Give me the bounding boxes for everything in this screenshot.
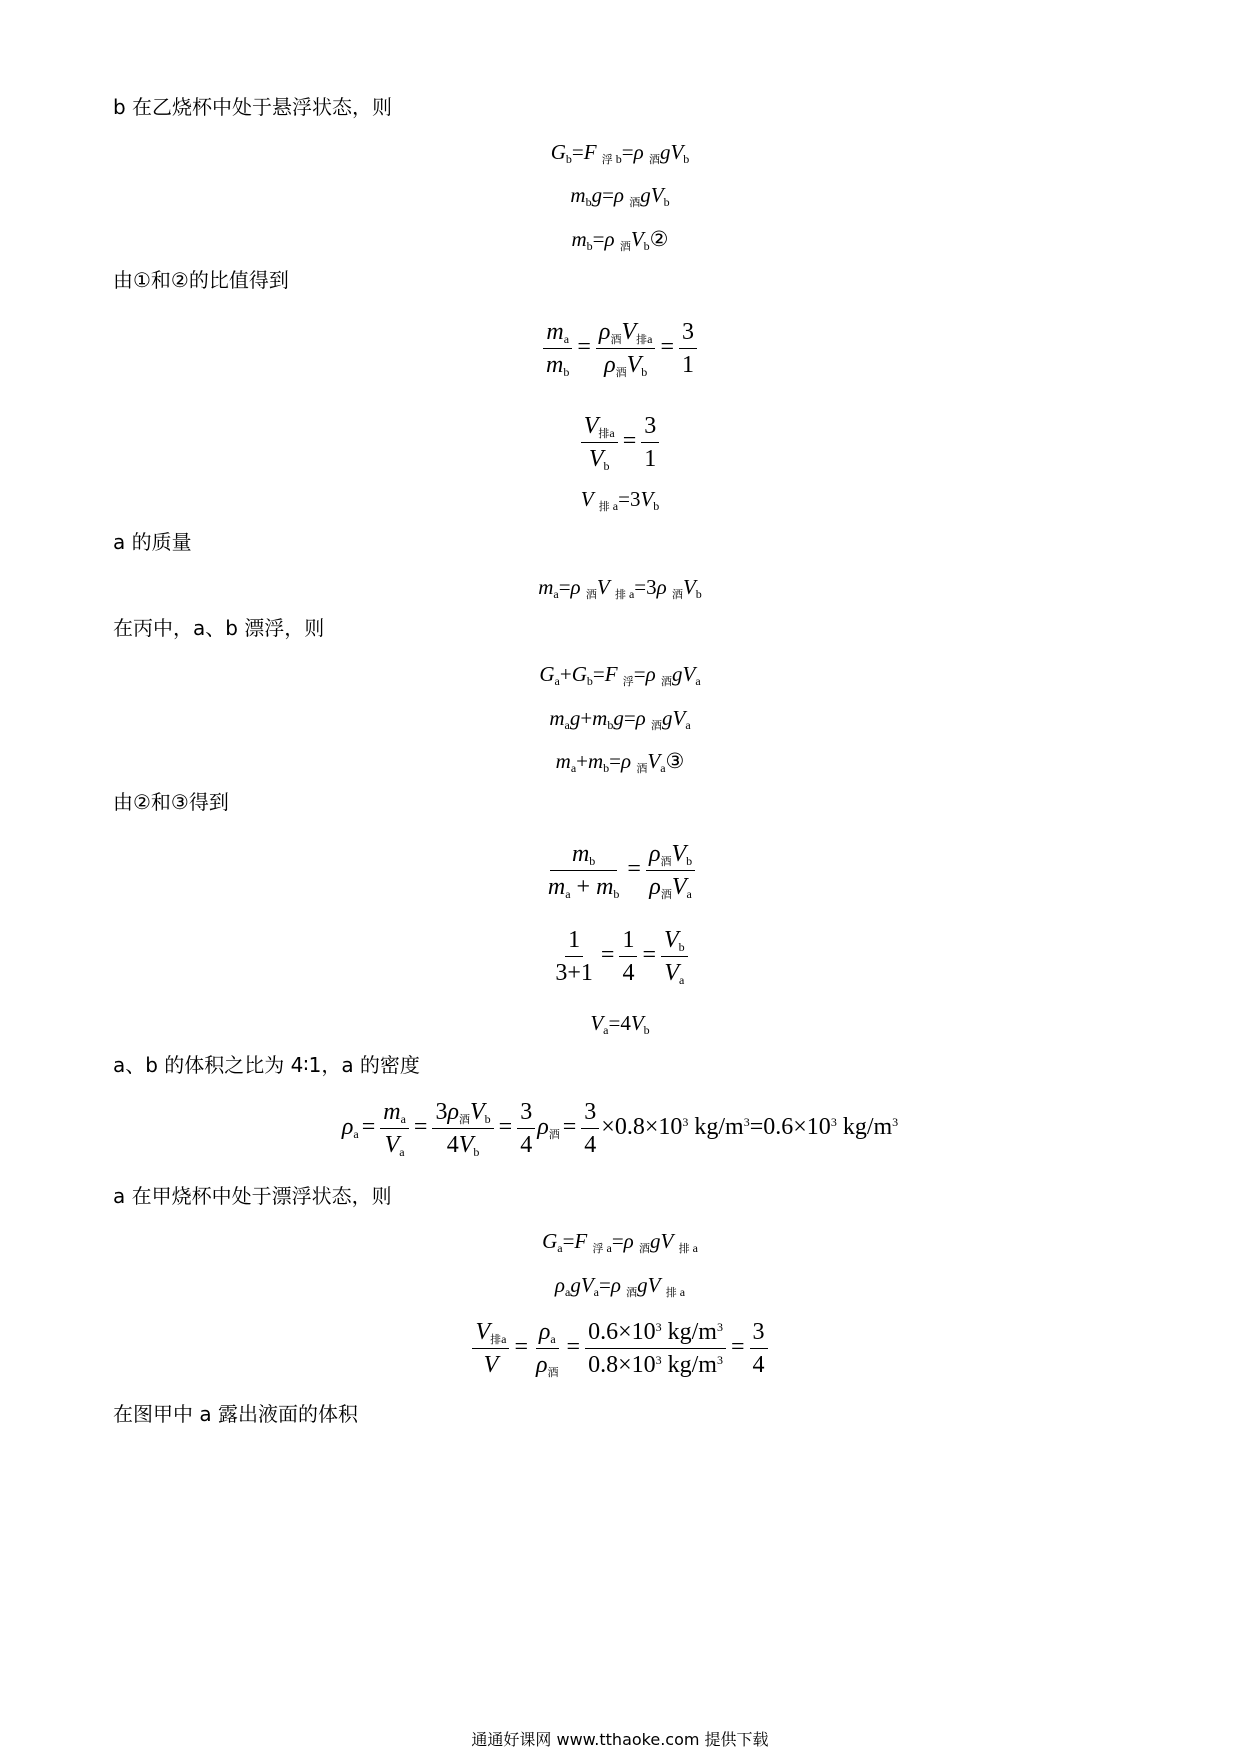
label-pai: 排 bbox=[598, 427, 610, 440]
equation-mag-mbg: $m_ag+m_bg=\rho$ $_酒gV_a$ bbox=[549, 706, 691, 732]
unit: kg/m bbox=[661, 1352, 717, 1378]
exponent: 3 bbox=[830, 1115, 837, 1130]
eq-4: =4 bbox=[608, 1011, 631, 1035]
exponent: 3 bbox=[743, 1115, 750, 1130]
label-jiu: 酒 bbox=[458, 1113, 470, 1126]
label-jiu: 酒 bbox=[548, 1128, 560, 1142]
equation-ma-mb-ratio: $\frac{m_a}{m_b}$ = $\frac{\rho_酒V_{排a}}{\rho_酒V_b}$ = $\frac{3}{1}$ bbox=[0, 318, 1240, 379]
equation-rho-a-g: $\rho_agV_a=\rho$ $_酒$gV $_{排 a}$ bbox=[554, 1273, 686, 1299]
label-pai: 排 bbox=[678, 1242, 690, 1255]
equation-vpai-3vb: V $_{排 a}=3V_b$ bbox=[580, 487, 660, 513]
paragraph-ratio: 由①和②的比值得到 bbox=[113, 268, 289, 292]
equation-mb: $m_b=\rho$ $_酒V_b②$ bbox=[571, 227, 669, 253]
label-pai: 排 bbox=[490, 1333, 502, 1346]
unit: kg/m bbox=[836, 1114, 893, 1141]
equation-va-4vb: $V_a=4V_b$ bbox=[590, 1011, 650, 1037]
paragraph-exposed-volume: 在图甲中 a 露出液面的体积 bbox=[113, 1402, 358, 1426]
label-pai: 排 bbox=[598, 500, 610, 513]
fraction-numerator: 3 bbox=[517, 1098, 535, 1129]
fraction-numerator: 3 bbox=[581, 1098, 599, 1129]
paragraph-volume-ratio: a、b 的体积之比为 4∶1，a 的密度 bbox=[113, 1053, 420, 1077]
coef-4: 4 bbox=[446, 1132, 459, 1158]
fraction-denominator: 1 bbox=[681, 352, 694, 378]
density-alcohol: 0.8×10 bbox=[614, 1114, 683, 1141]
label-jiu: 酒 bbox=[660, 888, 672, 901]
fraction-denominator: 4 bbox=[584, 1132, 597, 1158]
equation-gb: $G_b=F$ $_{浮 b}$=ρ $_酒gV_b$ bbox=[550, 140, 690, 166]
label-jiu: 酒 bbox=[636, 762, 648, 775]
exponent: 3 bbox=[716, 1320, 723, 1334]
label-jiu: 酒 bbox=[610, 333, 622, 346]
label-fu: 浮 bbox=[601, 153, 613, 166]
equation-ga-gb: $G_a+G_b=F$ $_浮$=ρ $_酒gV_a$ bbox=[539, 662, 701, 688]
paragraph-bing: 在丙中，a、b 漂浮，则 bbox=[113, 616, 325, 640]
exponent: 3 bbox=[682, 1115, 689, 1130]
fraction-numerator: 3 bbox=[679, 318, 697, 349]
exponent: 3 bbox=[892, 1115, 899, 1130]
exponent: 3 bbox=[716, 1353, 723, 1367]
equation-ga: $G_a=F$ $_{浮 a}$=ρ $_酒$gV $_{排 a}$ bbox=[542, 1229, 698, 1255]
equation-mbg: $m_bg=\rho$ $_酒gV_b$ bbox=[570, 183, 670, 209]
equation-mb-over-sum: $\frac{m_b}{m_a + m_b}$ = $\frac{\rho_酒V_b}{\rho_酒V_a}$ bbox=[0, 840, 1240, 901]
fraction-denominator: 4 bbox=[622, 960, 635, 986]
label-jiu: 酒 bbox=[626, 1286, 638, 1299]
fraction-numerator: 3 bbox=[641, 412, 659, 443]
eq-3: =3 bbox=[634, 575, 657, 599]
exponent: 3 bbox=[655, 1320, 662, 1334]
label-pai: 排 bbox=[665, 1286, 677, 1299]
density-alcohol: 0.8×10 bbox=[588, 1352, 656, 1378]
eq-3: =3 bbox=[618, 487, 641, 511]
label-fu: 浮 bbox=[622, 675, 634, 688]
label-jiu: 酒 bbox=[615, 366, 627, 379]
equation-rho-a: $\rho_a$ = $\frac{m_a}{V_a}$ = $\frac{3\rho_酒V_b}{4V_b}$ = $\frac{3}{4}$ $\rho_酒$ = $\frac{3}{4}$ $\times 0.8\times 10^3$ $kg/m^3=0.6\times 10^3$ $kg/m^3$ bbox=[341, 1099, 899, 1159]
label-pai: 排 bbox=[614, 588, 626, 601]
label-pai: 排 bbox=[636, 333, 648, 346]
equation-ma-mb: $m_a+m_b=\rho$ $_酒V_a③$ bbox=[555, 749, 685, 775]
paragraph-mass-a: a 的质量 bbox=[113, 530, 192, 554]
exponent: 3 bbox=[655, 1353, 662, 1367]
fraction-numerator: 1 bbox=[619, 926, 637, 957]
label-jiu: 酒 bbox=[648, 153, 660, 166]
label-jiu: 酒 bbox=[660, 855, 672, 868]
equation-ma: $m_a=\rho$ $_酒$V $_{排 a}$=3ρ $_酒V_b$ bbox=[538, 575, 702, 601]
label-jiu: 酒 bbox=[619, 240, 631, 253]
fraction-denominator: 4 bbox=[752, 1352, 765, 1378]
unit: kg/m bbox=[661, 1319, 717, 1345]
circled-3: ③ bbox=[665, 749, 685, 773]
label-jiu: 酒 bbox=[585, 588, 597, 601]
equation-one-quarter: $\frac{1}{3+1}$ = $\frac{1}{4}$ = $\frac{V_b}{V_a}$ bbox=[0, 926, 1240, 987]
fraction-numerator: 3 bbox=[750, 1318, 768, 1349]
fraction-denominator: 1 bbox=[644, 446, 657, 472]
unit: kg/m bbox=[688, 1114, 744, 1141]
equation-v-ratio: $\frac{V_{排a}}{V_b}$ = $\frac{3}{1}$ bbox=[0, 412, 1240, 473]
label-jiu: 酒 bbox=[651, 719, 663, 732]
label-fu: 浮 bbox=[592, 1242, 604, 1255]
label-jiu: 酒 bbox=[639, 1242, 651, 1255]
fraction-denominator: 3+1 bbox=[555, 960, 593, 986]
paragraph-b-suspended: b 在乙烧杯中处于悬浮状态，则 bbox=[113, 95, 393, 119]
coef-3: 3 bbox=[435, 1099, 448, 1125]
fraction-denominator: 4 bbox=[520, 1132, 533, 1158]
label-jiu: 酒 bbox=[547, 1366, 559, 1379]
paragraph-from-2-3: 由②和③得到 bbox=[113, 790, 229, 814]
label-jiu: 酒 bbox=[660, 675, 672, 688]
circled-2: ② bbox=[649, 227, 669, 251]
equation-v-pai-over-v: $\frac{V_{排a}}{V}$ = $\frac{\rho_a}{\rho_酒}$ = $\frac{0.6\times 10^3 kg/m^3}{0.8\times 10^3 kg/m^3}$ = $\frac{3}{4}$ bbox=[0, 1318, 1240, 1379]
footer-text: 通通好课网 www.tthaoke.com 提供下载 bbox=[471, 1730, 769, 1749]
density-a: 0.6×10 bbox=[763, 1114, 831, 1141]
label-jiu: 酒 bbox=[629, 196, 641, 209]
paragraph-a-floating: a 在甲烧杯中处于漂浮状态，则 bbox=[113, 1184, 392, 1208]
density-a: 0.6×10 bbox=[588, 1319, 656, 1345]
fraction-numerator: 1 bbox=[565, 926, 583, 957]
label-jiu: 酒 bbox=[671, 588, 683, 601]
